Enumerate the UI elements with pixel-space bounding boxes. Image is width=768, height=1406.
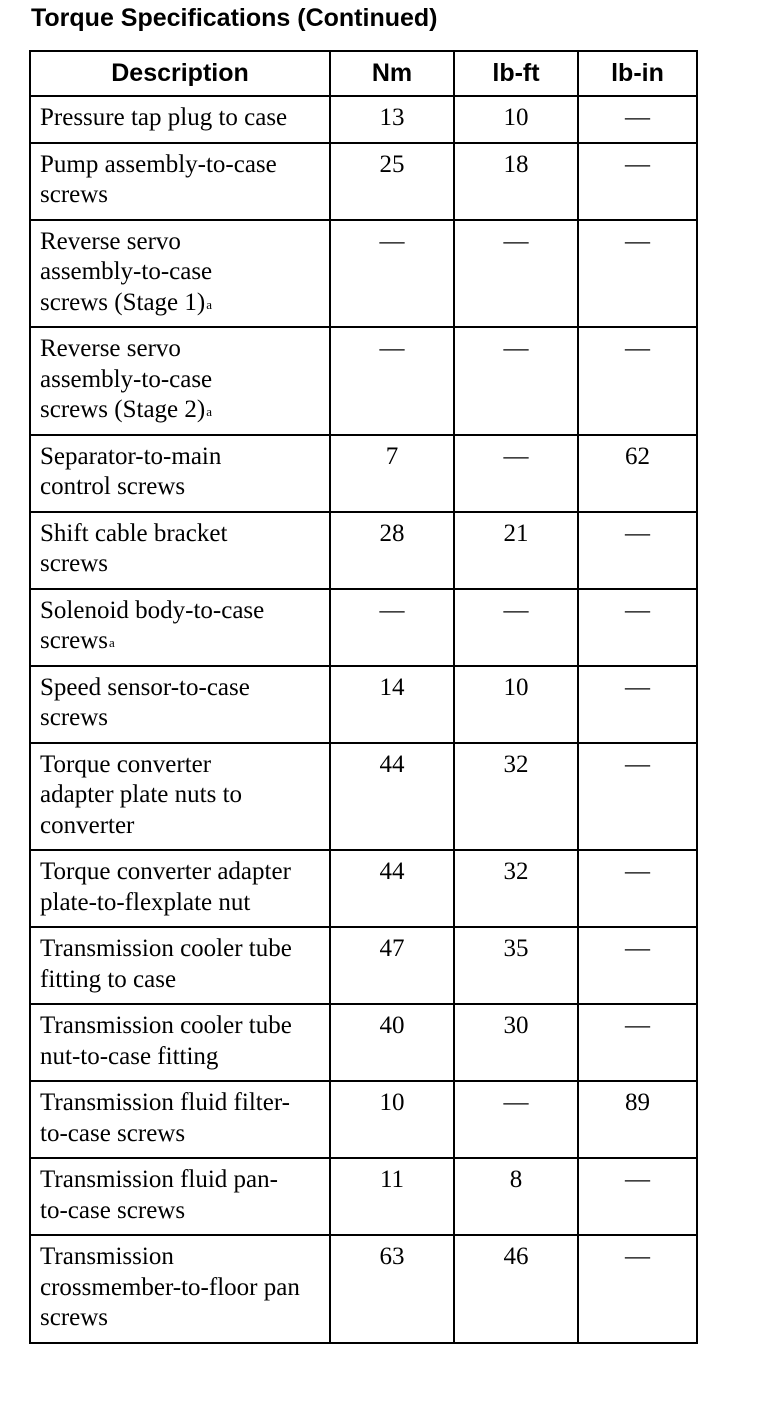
table-row [30,1158,697,1235]
cell-lbin: 62 [578,435,697,512]
cell-lbin: — [578,96,697,143]
torque-spec-table [29,50,698,1344]
header-description: Description [30,51,330,96]
cell-lbft: 35 [454,927,578,1004]
cell-lbin: — [578,220,697,328]
table-row [30,1081,697,1158]
table-row [30,512,697,589]
table-row [30,1235,697,1343]
cell-nm: — [330,327,454,435]
header-nm: Nm [330,51,454,96]
cell-nm: 14 [330,666,454,743]
cell-nm: — [330,589,454,666]
cell-lbin: — [578,327,697,435]
table-row [30,327,697,435]
cell-lbin: — [578,743,697,851]
cell-lbft: 46 [454,1235,578,1343]
cell-description: Pressure tap plug to case [30,96,330,143]
cell-description: Speed sensor-to-case screws [30,666,330,743]
cell-nm: — [330,220,454,328]
table-row [30,143,697,220]
cell-lbin: 89 [578,1081,697,1158]
table-row [30,850,697,927]
cell-lbin: — [578,1004,697,1081]
cell-lbin: — [578,850,697,927]
header-lbft: lb-ft [454,51,578,96]
cell-lbft: — [454,327,578,435]
cell-description: Transmission crossmember-to-floor pan screws [30,1235,330,1343]
cell-lbin: — [578,1158,697,1235]
cell-lbft: 30 [454,1004,578,1081]
cell-description: Shift cable bracket screws [30,512,330,589]
cell-lbft: 18 [454,143,578,220]
cell-description: Torque converter adapter plate nuts to converter [30,743,330,851]
table-row [30,589,697,666]
cell-description: Transmission cooler tube fitting to case [30,927,330,1004]
cell-lbft: — [454,435,578,512]
table-row [30,927,697,1004]
cell-lbin: — [578,589,697,666]
table-row [30,96,697,143]
cell-lbft: 8 [454,1158,578,1235]
cell-nm: 28 [330,512,454,589]
cell-description: Pump assembly-to-case screws [30,143,330,220]
cell-lbft: 10 [454,96,578,143]
cell-nm: 10 [330,1081,454,1158]
cell-description: Torque converter adapter plate-to-flexplate nut [30,850,330,927]
cell-lbft: 10 [454,666,578,743]
table-row [30,1004,697,1081]
cell-nm: 25 [330,143,454,220]
cell-nm: 44 [330,850,454,927]
footnote-marker: a [206,404,213,419]
cell-lbin: — [578,512,697,589]
table-row [30,435,697,512]
cell-nm: 13 [330,96,454,143]
cell-description: Solenoid body-to-case screws$^a$ [30,589,330,666]
footnote-marker: a [206,296,213,312]
cell-description: Transmission cooler tube nut-to-case fitting [30,1004,330,1081]
cell-lbft: — [454,1081,578,1158]
cell-description: Transmission fluid filter-to-case screws [30,1081,330,1158]
table-row [30,220,697,328]
cell-lbin: — [578,1235,697,1343]
cell-lbin: — [578,143,697,220]
cell-description: Reverse servo assembly-to-case screws (Stage 2)$^a$ [30,327,330,435]
footnote-marker: a [109,635,115,650]
cell-nm: 40 [330,1004,454,1081]
table-row [30,666,697,743]
cell-description: Separator-to-main control screws [30,435,330,512]
cell-nm: 11 [330,1158,454,1235]
page-title: Torque Specifications (Continued) [31,4,438,32]
cell-lbft: 32 [454,850,578,927]
table-header-row [30,51,697,96]
cell-lbft: — [454,220,578,328]
cell-lbft: — [454,589,578,666]
cell-lbin: — [578,666,697,743]
cell-nm: 7 [330,435,454,512]
cell-description: Reverse servo assembly-to-case screws (Stage 1)$^a$ [30,220,330,328]
cell-lbft: 32 [454,743,578,851]
cell-lbft: 21 [454,512,578,589]
cell-nm: 44 [330,743,454,851]
table-row [30,743,697,851]
cell-lbin: — [578,927,697,1004]
cell-nm: 47 [330,927,454,1004]
header-lbin: lb-in [578,51,697,96]
cell-description: Transmission fluid pan-to-case screws [30,1158,330,1235]
cell-nm: 63 [330,1235,454,1343]
